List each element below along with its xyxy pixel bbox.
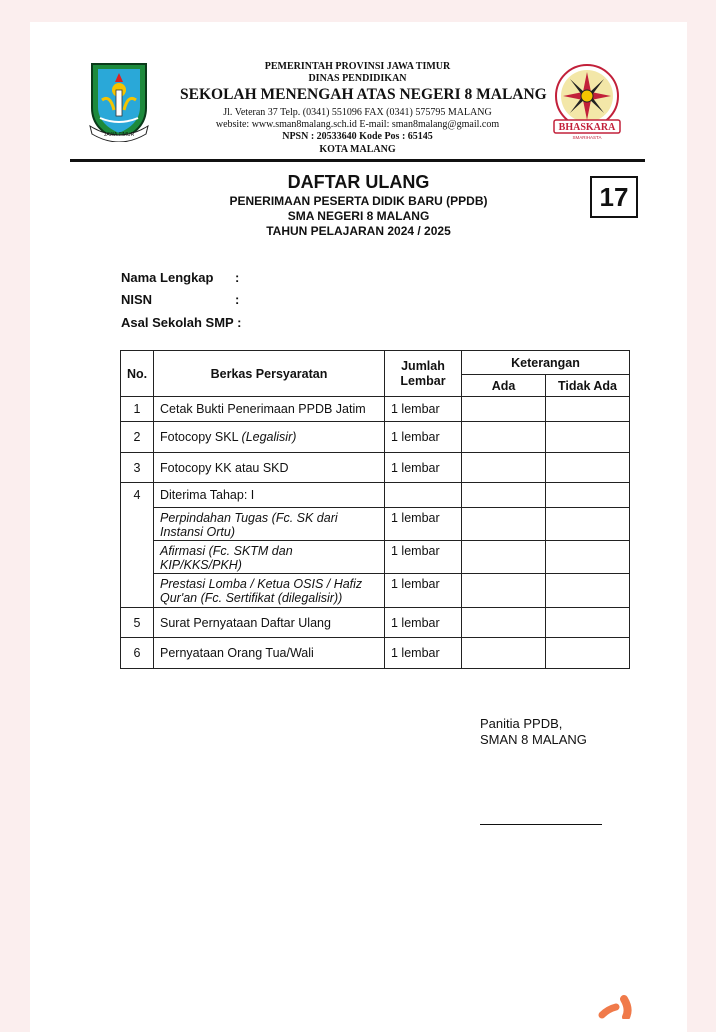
letterhead-school-name: SEKOLAH MENENGAH ATAS NEGERI 8 MALANG <box>180 86 547 103</box>
row-number: 6 <box>121 638 154 669</box>
header-berkas: Berkas Persyaratan <box>154 351 385 397</box>
row-document: Fotocopy KK atau SKD <box>154 453 385 483</box>
field-label-origin-school: Asal Sekolah SMP : <box>121 315 242 330</box>
table-row <box>121 574 630 608</box>
row-pages: 1 lembar <box>385 574 462 608</box>
table-row <box>121 483 630 508</box>
row-document-italic: (Legalisir) <box>241 430 297 444</box>
letterhead-divider <box>70 159 645 162</box>
signature-committee: Panitia PPDB, <box>480 716 563 731</box>
requirements-table <box>120 350 630 669</box>
table-row <box>121 608 630 638</box>
jawa-timur-emblem-logo <box>86 60 152 147</box>
table-header-row <box>121 351 630 375</box>
cell-ada[interactable] <box>462 638 546 669</box>
registration-number-box: 17 <box>590 176 638 218</box>
letterhead-website: website: www.sman8malang.sch.id E-mail: sman8malang@gmail.com <box>215 119 500 130</box>
row-number: 3 <box>121 453 154 483</box>
field-colon-nisn: : <box>235 292 240 307</box>
document-subtitle-year: TAHUN PELAJARAN 2024 / 2025 <box>266 224 451 238</box>
signature-school: SMAN 8 MALANG <box>480 732 587 747</box>
field-label-nisn: NISN <box>121 292 153 307</box>
header-jumlah: Jumlah Lembar <box>385 351 462 397</box>
letterhead-government: PEMERINTAH PROVINSI JAWA TIMUR <box>264 61 451 72</box>
row-number: 1 <box>121 397 154 422</box>
letterhead <box>180 59 547 159</box>
table-row <box>121 541 630 574</box>
table-row <box>121 453 630 483</box>
row-number <box>121 541 154 574</box>
letterhead-address: Jl. Veteran 37 Telp. (0341) 551096 FAX (0341) 575795 MALANG <box>223 107 492 118</box>
letterhead-city: KOTA MALANG <box>319 144 396 155</box>
document-title: DAFTAR ULANG <box>287 172 430 192</box>
document-page <box>30 22 687 1032</box>
table-row <box>121 508 630 541</box>
row-document <box>154 422 385 453</box>
row-pages: 1 lembar <box>385 397 462 422</box>
row-pages: 1 lembar <box>385 453 462 483</box>
row-document: Pernyataan Orang Tua/Wali <box>154 638 385 669</box>
header-tidak-ada: Tidak Ada <box>546 375 630 397</box>
letterhead-npsn: NPSN : 20533640 Kode Pos : 65145 <box>282 131 433 142</box>
row-document: Perpindahan Tugas (Fc. SK dari Instansi Ortu) <box>154 508 385 541</box>
cell-ada[interactable] <box>462 574 546 608</box>
cell-ada[interactable] <box>462 422 546 453</box>
header-ada: Ada <box>462 375 546 397</box>
table-row <box>121 422 630 453</box>
document-subtitle-school: SMA NEGERI 8 MALANG <box>287 209 430 223</box>
field-colon-name: : <box>235 270 240 285</box>
cell-tidak-ada[interactable] <box>546 574 630 608</box>
row-document: Surat Pernyataan Daftar Ulang <box>154 608 385 638</box>
row-document: Cetak Bukti Penerimaan PPDB Jatim <box>154 397 385 422</box>
row-number: 2 <box>121 422 154 453</box>
cell-tidak-ada[interactable] <box>546 397 630 422</box>
cell-tidak-ada[interactable] <box>546 608 630 638</box>
cell-ada[interactable] <box>462 508 546 541</box>
cell-ada[interactable] <box>462 608 546 638</box>
row-number: 5 <box>121 608 154 638</box>
cell-ada[interactable] <box>462 541 546 574</box>
cell-tidak-ada[interactable] <box>546 422 630 453</box>
row-number <box>121 574 154 608</box>
document-subtitle-ppdb: PENERIMAAN PESERTA DIDIK BARU (PPDB) <box>229 194 488 208</box>
cell-tidak-ada[interactable] <box>546 638 630 669</box>
left-logo-text: JAWA TIMUR <box>103 132 135 138</box>
row-pages: 1 lembar <box>385 608 462 638</box>
cell-tidak-ada[interactable] <box>546 483 630 508</box>
signature-line <box>480 824 602 825</box>
cell-tidak-ada[interactable] <box>546 541 630 574</box>
row-document: Diterima Tahap: I <box>154 483 385 508</box>
letterhead-department: DINAS PENDIDIKAN <box>308 73 407 84</box>
row-pages <box>385 483 462 508</box>
table-row <box>121 397 630 422</box>
cell-ada[interactable] <box>462 397 546 422</box>
cell-tidak-ada[interactable] <box>546 508 630 541</box>
cell-ada[interactable] <box>462 483 546 508</box>
row-pages: 1 lembar <box>385 541 462 574</box>
cell-ada[interactable] <box>462 453 546 483</box>
row-pages: 1 lembar <box>385 508 462 541</box>
row-document-text: Fotocopy SKL <box>160 430 242 444</box>
decorative-swoosh <box>596 969 716 1024</box>
field-label-full-name: Nama Lengkap <box>121 270 214 285</box>
table-row <box>121 638 630 669</box>
header-no: No. <box>121 351 154 397</box>
right-logo-text: BHASKARA <box>558 122 616 133</box>
row-number <box>121 508 154 541</box>
school-bhaskara-logo <box>544 62 630 147</box>
right-logo-subtext: SMARIHASTA <box>572 135 602 140</box>
row-document: Prestasi Lomba / Ketua OSIS / Hafiz Qur'an (Fc. Sertifikat (dilegalisir)) <box>154 574 385 608</box>
row-pages: 1 lembar <box>385 638 462 669</box>
header-keterangan: Keterangan <box>462 351 630 375</box>
row-pages: 1 lembar <box>385 422 462 453</box>
row-document: Afirmasi (Fc. SKTM dan KIP/KKS/PKH) <box>154 541 385 574</box>
row-number: 4 <box>121 483 154 508</box>
cell-tidak-ada[interactable] <box>546 453 630 483</box>
